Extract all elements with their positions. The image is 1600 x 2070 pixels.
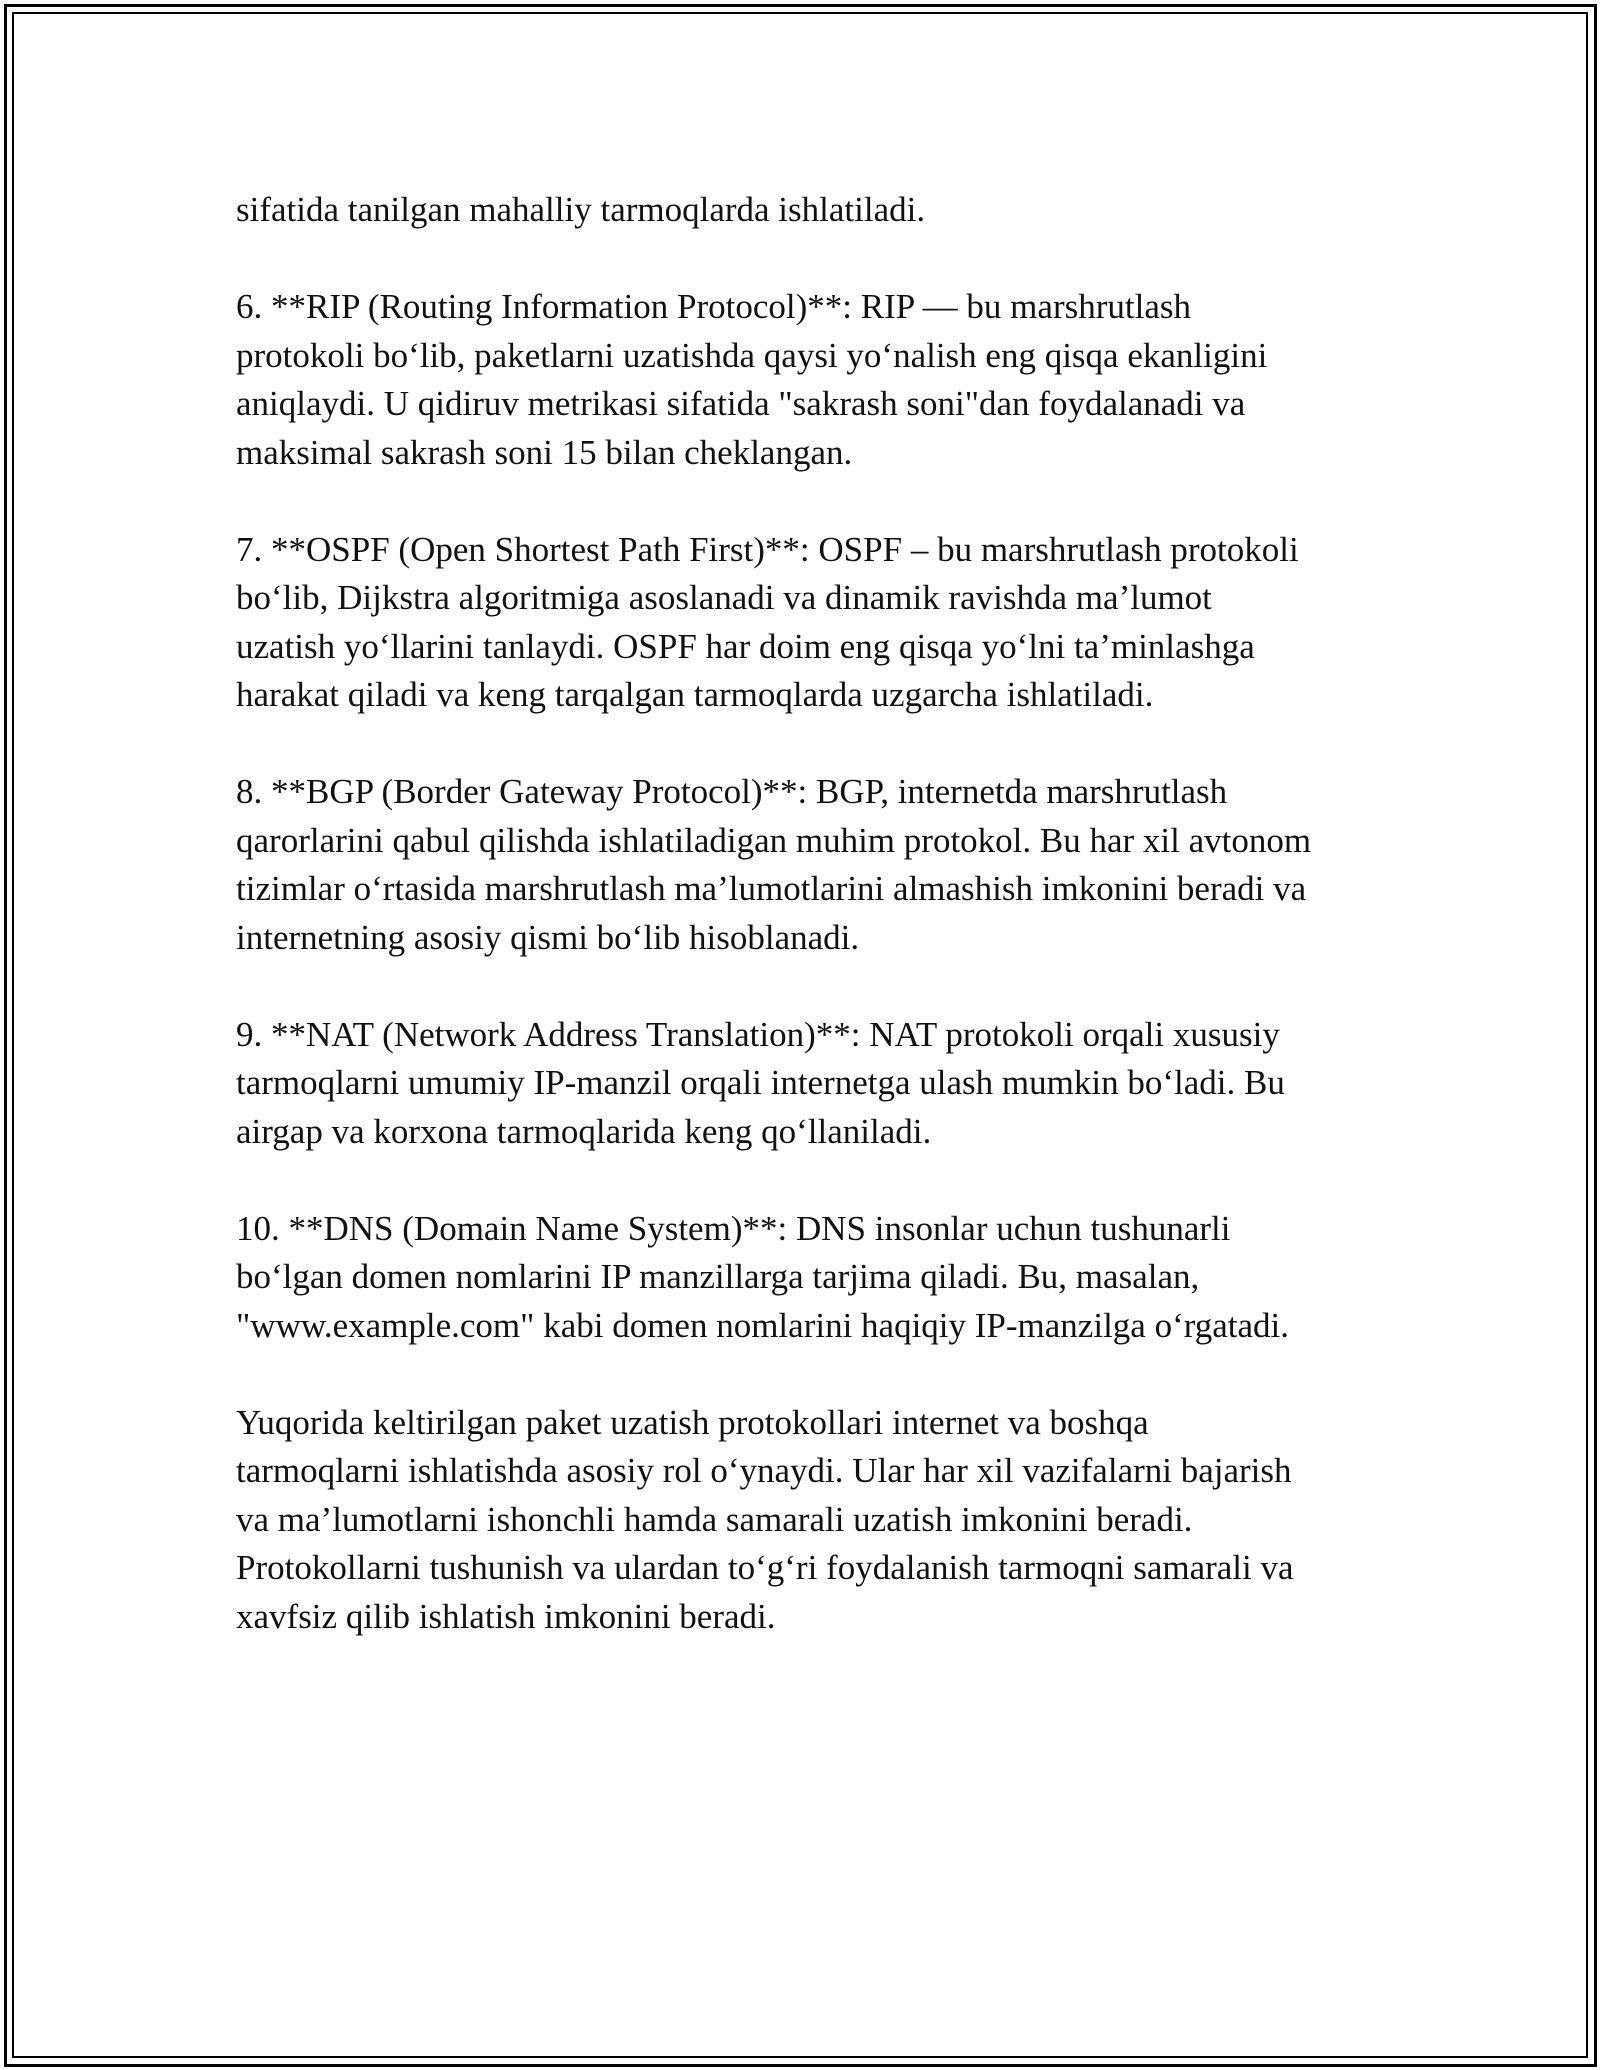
text-line: harakat qiladi va keng tarqalgan tarmoqlarda uzgarcha ishlatiladi. bbox=[236, 675, 1154, 714]
text-line: va ma’lumotlarni ishonchli hamda samarali uzatish imkonini beradi. bbox=[236, 1499, 1193, 1539]
text-line: xavfsiz qilib ishlatish imkonini beradi. bbox=[236, 1596, 776, 1636]
text-line: Protokollarni tushunish va ulardan to‘g‘ri foydalanish tarmoqni samarali va bbox=[236, 1548, 1294, 1587]
paragraph-bgp bbox=[236, 768, 1376, 962]
text-line: uzatish yo‘llarini tanlaydi. OSPF har doim eng qisqa yo‘lni ta’minlashga bbox=[236, 626, 1255, 666]
paragraph-nat bbox=[236, 1011, 1376, 1157]
text-line: internetning asosiy qismi bo‘lib hisoblanadi. bbox=[236, 917, 860, 957]
text-line: bo‘lib, Dijkstra algoritmiga asoslanadi va dinamik ravishda ma’lumot bbox=[236, 578, 1212, 617]
paragraph-conclusion bbox=[236, 1399, 1376, 1642]
paragraph-rip bbox=[236, 283, 1376, 477]
text-line: airgap va korxona tarmoqlarida keng qo‘llaniladi. bbox=[236, 1111, 932, 1151]
text-line: 10. **DNS (Domain Name System)**: DNS insonlar uchun tushunarli bbox=[236, 1208, 1231, 1248]
text-line: tarmoqlarni ishlatishda asosiy rol o‘ynaydi. Ular har xil vazifalarni bajarish bbox=[236, 1451, 1292, 1490]
text-line: 9. **NAT (Network Address Translation)**: NAT protokoli orqali xususiy bbox=[236, 1014, 1280, 1054]
text-line: 8. **BGP (Border Gateway Protocol)**: BGP, internetda marshrutlash bbox=[236, 772, 1228, 811]
paragraph-continuation bbox=[236, 186, 1376, 235]
text-line: bo‘lgan domen nomlarini IP manzillarga tarjima qiladi. Bu, masalan, bbox=[236, 1257, 1200, 1296]
text-line: Yuqorida keltirilgan paket uzatish protokollari internet va boshqa bbox=[236, 1402, 1149, 1442]
text-line: sifatida tanilgan mahalliy tarmoqlarda ishlatiladi. bbox=[236, 190, 926, 229]
text-line: tizimlar o‘rtasida marshrutlash ma’lumotlarini almashish imkonini beradi va bbox=[236, 869, 1307, 908]
text-line: protokoli bo‘lib, paketlarni uzatishda qaysi yo‘nalish eng qisqa ekanligini bbox=[236, 335, 1268, 375]
paragraph-dns bbox=[236, 1205, 1376, 1351]
text-line: 6. **RIP (Routing Information Protocol)**: RIP — bu marshrutlash bbox=[236, 287, 1191, 326]
text-line: "www.example.com" kabi domen nomlarini haqiqiy IP-manzilga o‘rgatadi. bbox=[236, 1305, 1290, 1345]
text-line: aniqlaydi. U qidiruv metrikasi sifatida "sakrash soni"dan foydalanadi va bbox=[236, 384, 1246, 423]
text-line: tarmoqlarni umumiy IP-manzil orqali internetga ulash mumkin bo‘ladi. Bu bbox=[236, 1063, 1285, 1102]
text-line: 7. **OSPF (Open Shortest Path First)**: OSPF – bu marshrutlash protokoli bbox=[236, 529, 1299, 569]
paragraph-ospf bbox=[236, 526, 1376, 720]
document-body bbox=[236, 186, 1376, 1690]
text-line: qarorlarini qabul qilishda ishlatiladigan muhim protokol. Bu har xil avtonom bbox=[236, 820, 1312, 860]
text-line: maksimal sakrash soni 15 bilan cheklangan. bbox=[236, 432, 853, 472]
